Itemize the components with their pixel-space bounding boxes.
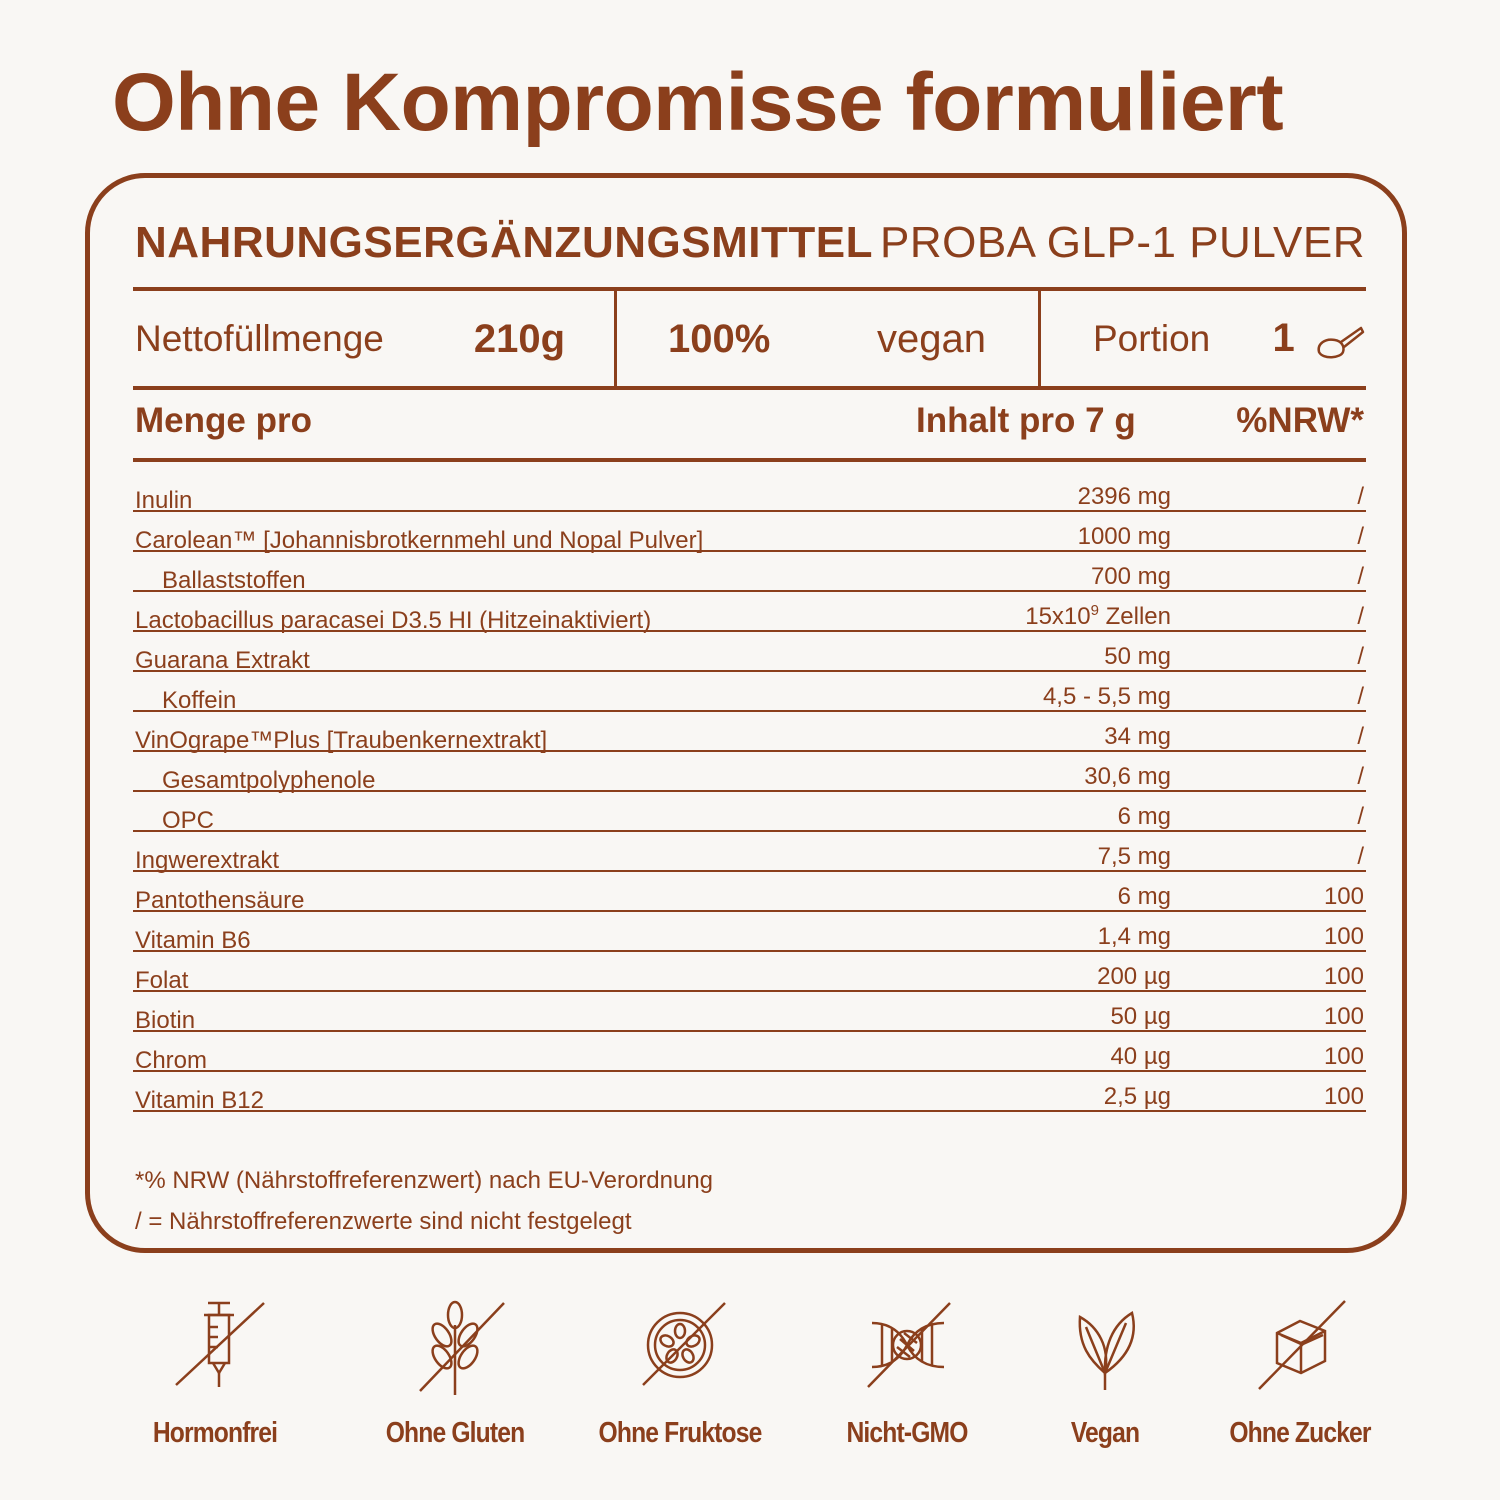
dna-crossed-icon	[852, 1295, 962, 1405]
divider	[133, 458, 1366, 462]
ingredient-nrv: /	[1357, 843, 1364, 870]
ingredient-amount: 4,5 - 5,5 mg	[1042, 683, 1171, 710]
ingredient-amount: 6 mg	[1117, 883, 1171, 910]
ingredient-nrv: 100	[1323, 1083, 1364, 1110]
table-row	[133, 992, 1366, 1032]
table-row	[133, 1072, 1366, 1112]
ingredient-name: Ballaststoffen	[162, 567, 306, 594]
ingredient-name: Vitamin B12	[135, 1087, 264, 1114]
ingredient-nrv: /	[1357, 643, 1364, 670]
badge-ohne-zucker	[1190, 1295, 1410, 1449]
divider	[1038, 290, 1041, 388]
ingredient-amount: 1000 mg	[1077, 523, 1171, 550]
amount-base: 15x10	[1025, 603, 1091, 630]
badge-ohne-gluten	[345, 1295, 565, 1449]
portion-value: 1	[1272, 316, 1295, 361]
ingredient-nrv: /	[1357, 723, 1364, 750]
ingredient-name: Ingwerextrakt	[135, 847, 280, 874]
portion-cell	[1093, 290, 1365, 388]
ingredient-amount: 30,6 mg	[1084, 763, 1171, 790]
ingredient-nrv: /	[1357, 603, 1364, 630]
syringe-crossed-icon	[160, 1295, 270, 1405]
portion-label: Portion	[1093, 318, 1211, 359]
badge-label: Ohne Zucker	[1229, 1417, 1371, 1449]
label-header	[135, 218, 1365, 268]
badge-nicht-gmo	[797, 1295, 1017, 1449]
column-header-amount: Inhalt pro 7 g	[916, 401, 1136, 440]
ingredient-amount: 2,5 µg	[1103, 1083, 1171, 1110]
ingredient-nrv: 100	[1323, 923, 1364, 950]
column-header-nrv: %NRW*	[1236, 401, 1364, 440]
badge-ohne-fruktose	[570, 1295, 790, 1449]
ingredient-name: Gesamtpolyphenole	[162, 767, 376, 794]
slash-footnote: / = Nährstoffreferenzwerte sind nicht festgelegt	[135, 1208, 632, 1235]
column-header-name: Menge pro	[135, 401, 312, 440]
table-row	[133, 872, 1366, 912]
ingredient-name: Carolean™ [Johannisbrotkernmehl und Nopal Pulver]	[135, 527, 704, 554]
ingredient-amount: 40 µg	[1110, 1043, 1171, 1070]
table-row	[133, 552, 1366, 592]
badge-label: Ohne Fruktose	[598, 1417, 762, 1449]
table-row	[133, 512, 1366, 552]
badge-vegan	[995, 1295, 1215, 1449]
badge-label: Ohne Gluten	[385, 1417, 525, 1449]
table-row	[133, 632, 1366, 672]
badge-hormonfrei	[105, 1295, 325, 1449]
badge-label: Hormonfrei	[152, 1417, 278, 1449]
ingredient-name: Lactobacillus paracasei D3.5 HI (Hitzeinaktiviert)	[135, 607, 652, 634]
feature-badges	[0, 1295, 1500, 1495]
amount-exponent: 9	[1090, 602, 1099, 619]
ingredient-name: Chrom	[135, 1047, 208, 1074]
ingredient-name: VinOgrape™Plus [Traubenkernextrakt]	[135, 727, 548, 754]
vegan-label: vegan	[877, 316, 986, 361]
ingredient-amount: 34 mg	[1104, 723, 1171, 750]
ingredient-amount	[1025, 596, 1171, 632]
product-name: PROBA GLP-1 PULVER	[879, 218, 1365, 267]
ingredient-amount: 50 µg	[1110, 1003, 1171, 1030]
table-row	[133, 672, 1366, 712]
ingredient-name: Koffein	[162, 687, 237, 714]
vegan-cell	[668, 290, 986, 388]
table-row	[133, 952, 1366, 992]
ingredient-amount: 200 µg	[1097, 963, 1171, 990]
divider	[614, 290, 617, 388]
table-row	[133, 472, 1366, 512]
scoop-icon	[1315, 322, 1365, 362]
ingredient-nrv: /	[1357, 763, 1364, 790]
net-quantity-label: Nettofüllmenge	[135, 318, 384, 359]
ingredient-amount: 6 mg	[1117, 803, 1171, 830]
table-row	[133, 912, 1366, 952]
ingredient-name: Guarana Extrakt	[135, 647, 310, 674]
badge-label: Vegan	[1070, 1417, 1140, 1449]
ingredient-amount: 700 mg	[1090, 563, 1171, 590]
table-row	[133, 592, 1366, 632]
net-quantity-value: 210g	[473, 316, 565, 361]
badge-label: Nicht-GMO	[846, 1417, 968, 1449]
amount-unit: Zellen	[1098, 603, 1171, 630]
ingredient-nrv: 100	[1323, 883, 1364, 910]
table-row	[133, 712, 1366, 752]
table-row	[133, 792, 1366, 832]
table-row	[133, 1032, 1366, 1072]
ingredient-nrv: /	[1357, 523, 1364, 550]
page-title: Ohne Kompromisse formuliert	[112, 57, 1284, 148]
ingredient-nrv: 100	[1323, 1003, 1364, 1030]
fruit-crossed-icon	[625, 1295, 735, 1405]
ingredient-nrv: /	[1357, 683, 1364, 710]
ingredient-amount: 7,5 mg	[1097, 843, 1171, 870]
ingredient-name: Biotin	[135, 1007, 196, 1034]
table-row	[133, 832, 1366, 872]
product-category: NAHRUNGSERGÄNZUNGSMITTEL	[135, 218, 873, 267]
leaf-icon	[1050, 1295, 1160, 1405]
net-quantity-cell	[135, 290, 565, 388]
ingredient-amount: 50 mg	[1104, 643, 1171, 670]
ingredient-nrv: 100	[1323, 1043, 1364, 1070]
nrv-footnote: *% NRW (Nährstoffreferenzwert) nach EU-Verordnung	[135, 1167, 714, 1194]
ingredient-name: Inulin	[135, 487, 193, 514]
ingredient-nrv: /	[1357, 563, 1364, 590]
ingredient-nrv: /	[1357, 803, 1364, 830]
ingredient-nrv: /	[1357, 483, 1364, 510]
ingredient-name: Vitamin B6	[135, 927, 251, 954]
table-row	[133, 752, 1366, 792]
nutrition-table	[133, 472, 1366, 1112]
ingredient-name: Folat	[135, 967, 189, 994]
vegan-percent: 100%	[668, 316, 771, 361]
ingredient-amount: 1,4 mg	[1097, 923, 1171, 950]
sugar-cube-crossed-icon	[1245, 1295, 1355, 1405]
ingredient-nrv: 100	[1323, 963, 1364, 990]
wheat-crossed-icon	[400, 1295, 510, 1405]
ingredient-name: Pantothensäure	[135, 887, 305, 914]
ingredient-amount: 2396 mg	[1077, 483, 1171, 510]
ingredient-name: OPC	[162, 807, 215, 834]
